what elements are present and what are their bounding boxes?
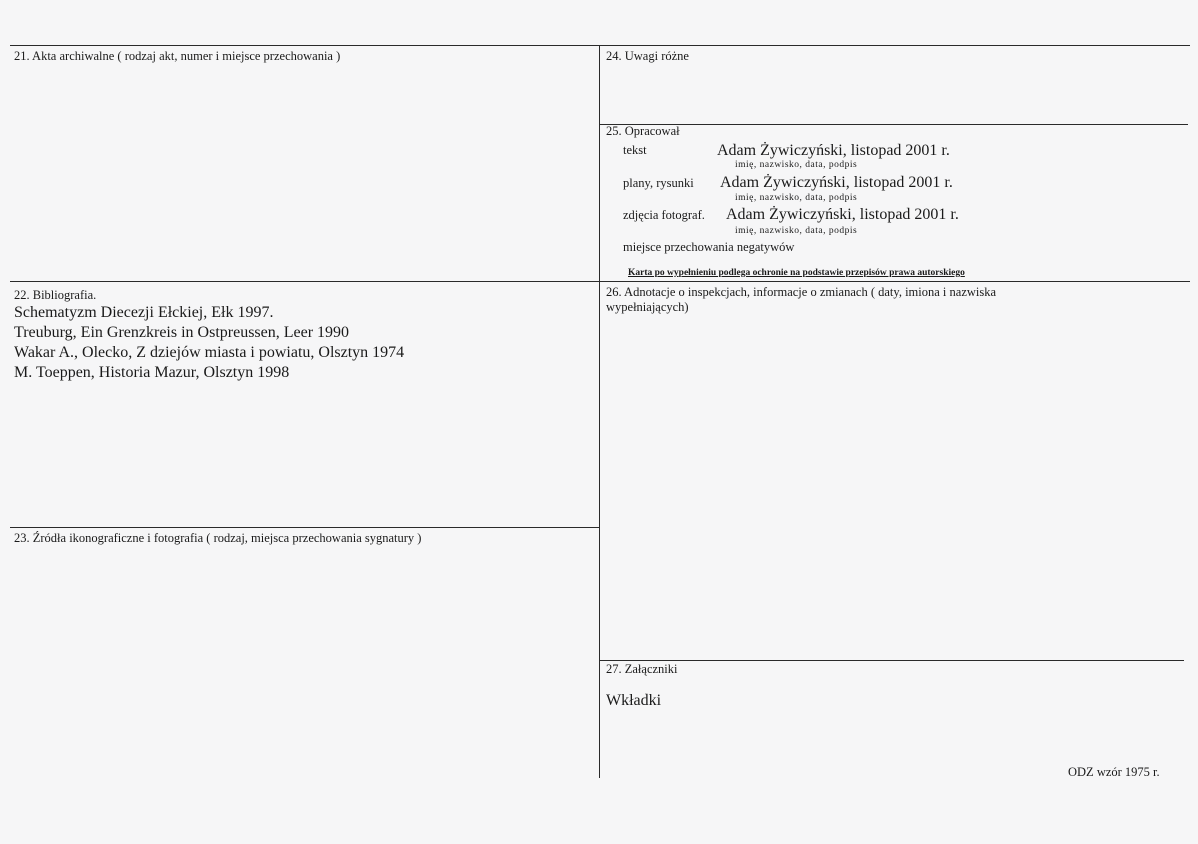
author-value: Adam Żywiczyński, listopad 2001 r. [720,174,953,191]
section-26-label-line1: 26. Adnotacje o inspekcjach, informacje o zmianach ( daty, imiona i nazwiska [606,285,997,299]
rule-21-22 [10,281,1190,282]
bibliography-entry: Treuburg, Ein Grenzkreis in Ostpreussen, Leer 1990 [14,324,350,341]
rule-22-23 [10,527,600,528]
section-24-label: 24. Uwagi różne [606,49,689,63]
signature-hint: imię, nazwisko, data, podpis [735,226,858,236]
role-text: tekst [623,143,647,157]
section-23-label: 23. Źródła ikonograficzne i fotografia ( rodzaj, miejsca przechowania sygnatury ) [14,531,422,545]
author-value: Adam Żywiczyński, listopad 2001 r. [726,206,959,223]
section-26-label-line2: wypełniających) [606,300,689,314]
bibliography-entry: Schematyzm Diecezji Ełckiej, Ełk 1997. [14,304,274,321]
top-rule [10,45,1190,46]
negatives-location-label: miejsce przechowania negatywów [623,240,795,254]
bibliography-entry: Wakar A., Olecko, Z dziejów miasta i powiatu, Olsztyn 1974 [14,344,405,361]
author-value: Adam Żywiczyński, listopad 2001 r. [717,142,950,159]
form-model-id: ODZ wzór 1975 r. [1068,765,1160,779]
role-photos: zdjęcia fotograf. [623,208,705,222]
attachments-value: Wkładki [606,692,662,709]
signature-hint: imię, nazwisko, data, podpis [735,193,858,203]
copyright-notice: Karta po wypełnieniu podlega ochronie na podstawie przepisów prawa autorskiego [628,268,965,278]
rule-24-25 [600,124,1188,125]
section-25-label: 25. Opracował [606,124,680,138]
signature-hint: imię, nazwisko, data, podpis [735,160,858,170]
bibliography-entry: M. Toeppen, Historia Mazur, Olsztyn 1998 [14,364,290,381]
role-plans: plany, rysunki [623,176,694,190]
section-22-label: 22. Bibliografia. [14,288,97,302]
rule-26-27 [600,660,1184,661]
section-21-label: 21. Akta archiwalne ( rodzaj akt, numer i miejsce przechowania ) [14,49,341,63]
center-divider [599,45,600,778]
section-27-label: 27. Załączniki [606,662,678,676]
